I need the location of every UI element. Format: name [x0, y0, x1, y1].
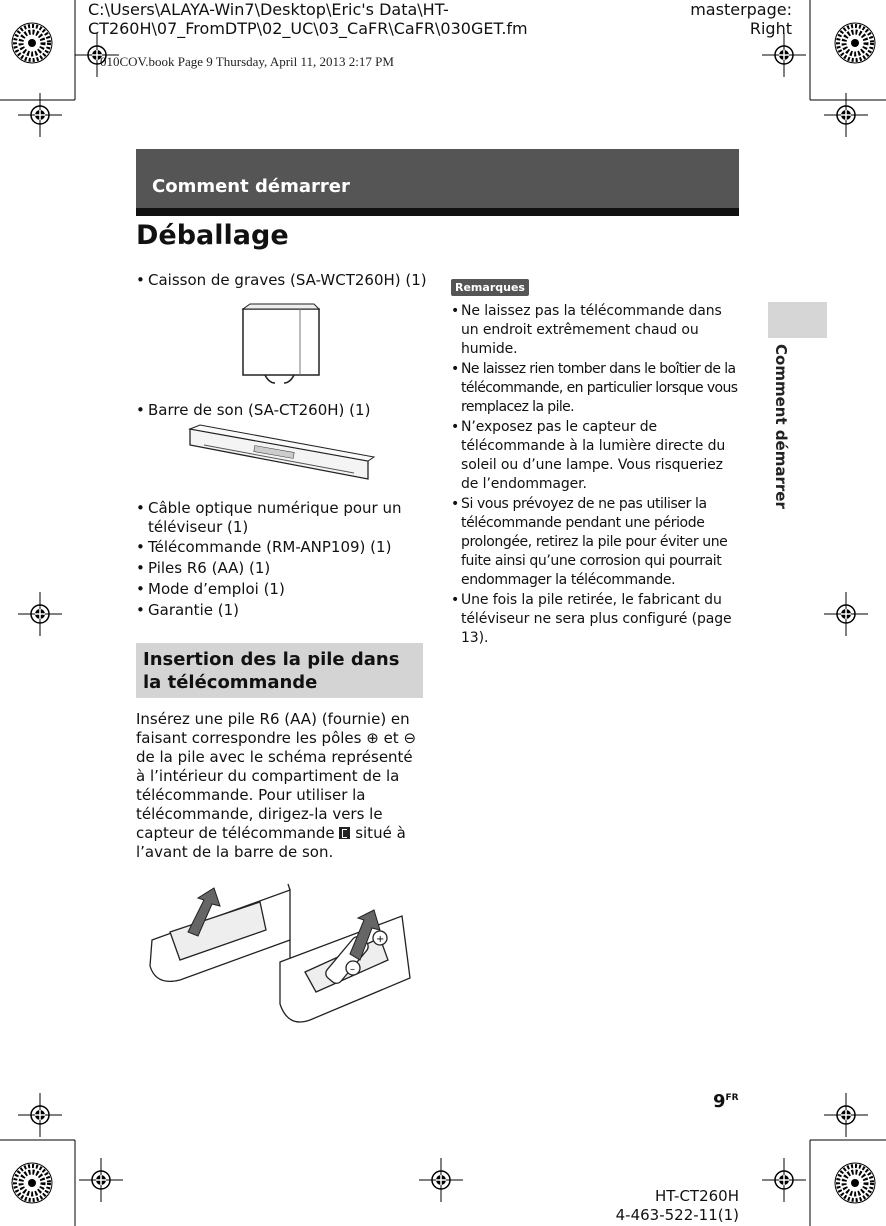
section-title: Comment démarrer	[152, 176, 350, 197]
file-path-line-1: C:\Users\ALAYA-Win7\Desktop\Eric's Data\HT-	[88, 0, 449, 19]
book-info-line: 010COV.book Page 9 Thursday, April 11, 2013 2:17 PM	[100, 54, 394, 69]
list-item: • Barre de son (SA-CT260H) (1)	[136, 401, 371, 419]
svg-text:–: –	[350, 964, 355, 975]
list-item: • Caisson de graves (SA-WCT260H) (1)	[136, 271, 427, 289]
insertion-instructions: Insérez une pile R6 (AA) (fournie) en faisant correspondre les pôles ⊕ et ⊖ de la pile avec le schéma représenté à l’intérieur du compartiment de la télécommande. Pour utiliser la télécommande, dirigez-la vers le capteur de télécommande situé à l’avant de la barre de son.	[136, 710, 417, 861]
list-item: • Une fois la pile retirée, le fabricant du téléviseur ne sera plus configuré (page 13).	[451, 591, 738, 648]
remarks-list	[451, 302, 738, 649]
model-name: HT-CT260H	[654, 1187, 739, 1205]
remote-sensor-icon	[339, 827, 350, 839]
page-number: $9^{FR}$	[713, 1091, 739, 1112]
list-item: • Piles R6 (AA) (1)	[136, 559, 271, 577]
subwoofer-illustration	[240, 303, 324, 387]
list-item: • Ne laissez pas la télécommande dans un endroit extrêmement chaud ou humide.	[451, 302, 738, 359]
masterpage-line-1: masterpage:	[690, 0, 792, 19]
file-path-line-2: CT260H\07_FromDTP\02_UC\03_CaFR\CaFR\030GET.fm	[88, 19, 528, 38]
model-code: 4-463-522-11(1)	[615, 1206, 739, 1224]
section-rule	[136, 208, 739, 216]
list-item-continued: téléviseur (1)	[148, 518, 249, 536]
list-item: • Ne laissez rien tomber dans le boîtier de la télécommande, en particulier lorsque vous remplacez la pile.	[451, 360, 738, 417]
battery-insertion-illustration	[140, 880, 420, 1030]
side-tab-marker	[768, 302, 827, 338]
list-item: • Mode d’emploi (1)	[136, 580, 285, 598]
remarks-badge: Remarques	[451, 279, 529, 296]
list-item: • N’exposez pas le capteur de télécommande à la lumière directe du soleil ou d’une lampe. Vous risqueriez de l’endommager.	[451, 418, 738, 494]
page-heading: Déballage	[136, 220, 289, 251]
model-info	[616, 1187, 739, 1225]
subsection-title: Insertion des la pile dans la télécommande	[143, 649, 400, 693]
list-item: • Garantie (1)	[136, 601, 239, 619]
list-item: • Télécommande (RM-ANP109) (1)	[136, 538, 392, 556]
masterpage-line-2: Right	[749, 19, 792, 38]
sound-bar-illustration	[184, 423, 376, 485]
list-item: • Si vous prévoyez de ne pas utiliser la télécommande pendant une période prolongée, retirez la pile pour éviter une fuite ainsi qu’une corrosion qui pourrait endommager la télécommande.	[451, 495, 738, 590]
svg-text:+: +	[376, 934, 385, 945]
side-tab-label: Comment démarrer	[772, 344, 790, 509]
list-item: • Câble optique numérique pour un	[136, 499, 402, 517]
